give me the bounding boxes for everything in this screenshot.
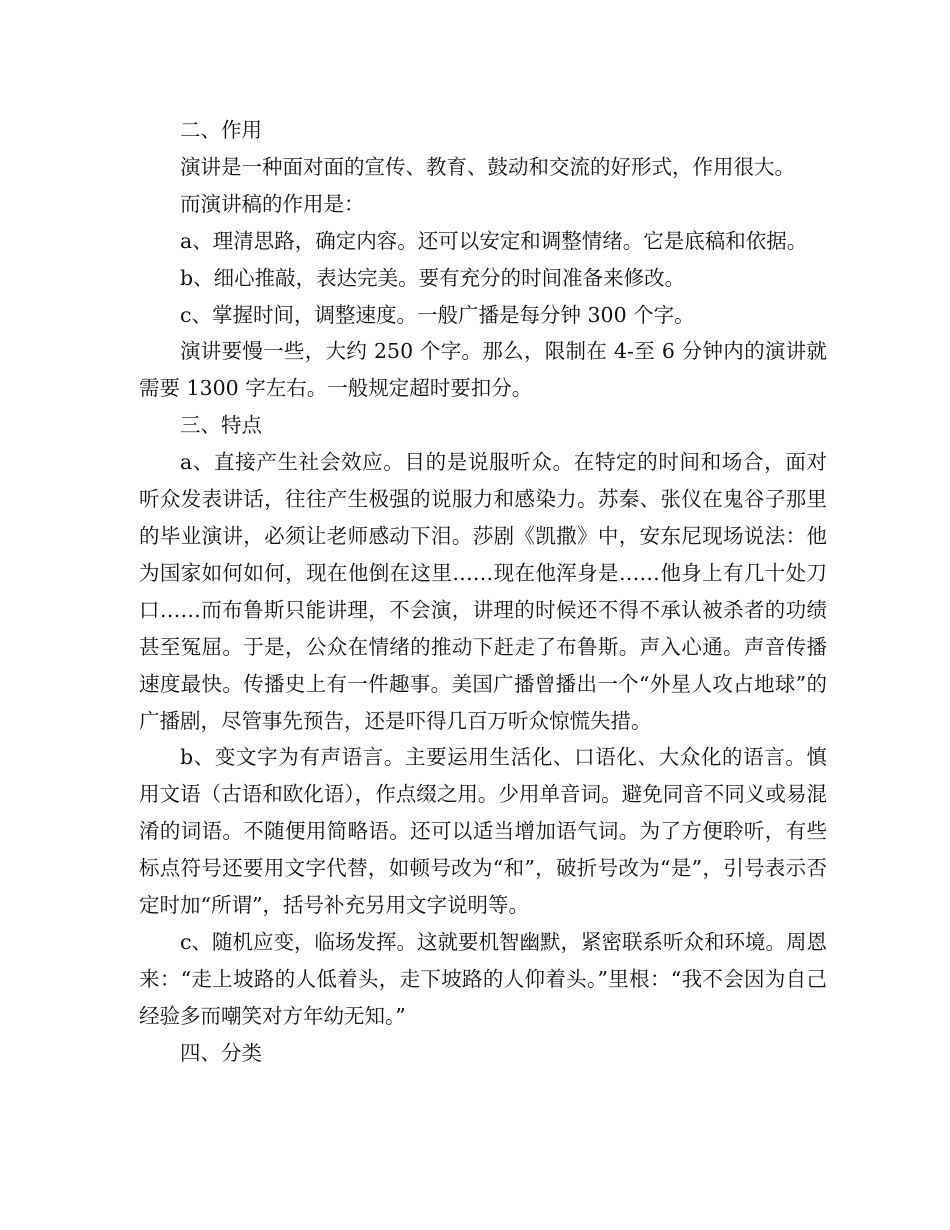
- section-heading-features: 三、特点: [180, 413, 262, 438]
- section-heading-classification: 四、分类: [180, 1040, 262, 1065]
- feature-item-c: c、随机应变，临场发挥。这就要机智幽默，紧密联系听众和环境。周恩来：“走上坡路的人低着头，走下坡路的人仰着头。”里根：“我不会因为自己经验多而嘲笑对方年幼无知。”: [139, 929, 827, 1028]
- list-item-c: c、掌握时间，调整速度。一般广播是每分钟 300 个字。: [180, 302, 695, 327]
- list-item-b: b、细心推敲，表达完美。要有充分的时间准备来修改。: [180, 265, 686, 290]
- paragraph: 演讲要慢一些，大约 250 个字。那么，限制在 4-至 6 分钟内的演讲就需要 1300 字左右。一般规定超时要扣分。: [139, 339, 827, 401]
- document-body: [139, 112, 827, 1072]
- paragraph: 演讲是一种面对面的宣传、教育、鼓动和交流的好形式，作用很大。: [180, 154, 795, 179]
- paragraph: 而演讲稿的作用是：: [180, 191, 365, 216]
- feature-item-b: b、变文字为有声语言。主要运用生活化、口语化、大众化的语言。慎用文语（古语和欧化语），作点缀之用。少用单音词。避免同音不同义或易混淆的词语。不随便用简略语。还可以适当增加语气词。为了方便聆听，有些标点符号还要用文字代替，如顿号改为“和”，破折号改为“是”，引号表示否定时加“所谓”，括号补充另用文字说明等。: [139, 745, 827, 918]
- section-heading-function: 二、作用: [180, 118, 262, 142]
- feature-item-a: a、直接产生社会效应。目的是说服听众。在特定的时间和场合，面对听众发表讲话，往往产生极强的说服力和感染力。苏秦、张仪在鬼谷子那里的毕业演讲，必须让老师感动下泪。莎剧《凯撒》中，安东尼现场说法：他为国家如何如何，现在他倒在这里……现在他浑身是……他身上有几十处刀口……而布鲁斯只能讲理，不会演，讲理的时候还不得不承认被杀者的功绩甚至冤屈。于是，公众在情绪的推动下赶走了布鲁斯。声入心通。声音传播速度最快。传播史上有一件趣事。美国广播曾播出一个“外星人攻占地球”的广播剧，尽管事先预告，还是吓得几百万听众惊慌失措。: [139, 450, 827, 733]
- list-item-a: a、理清思路，确定内容。还可以安定和调整情绪。它是底稿和依据。: [180, 228, 808, 253]
